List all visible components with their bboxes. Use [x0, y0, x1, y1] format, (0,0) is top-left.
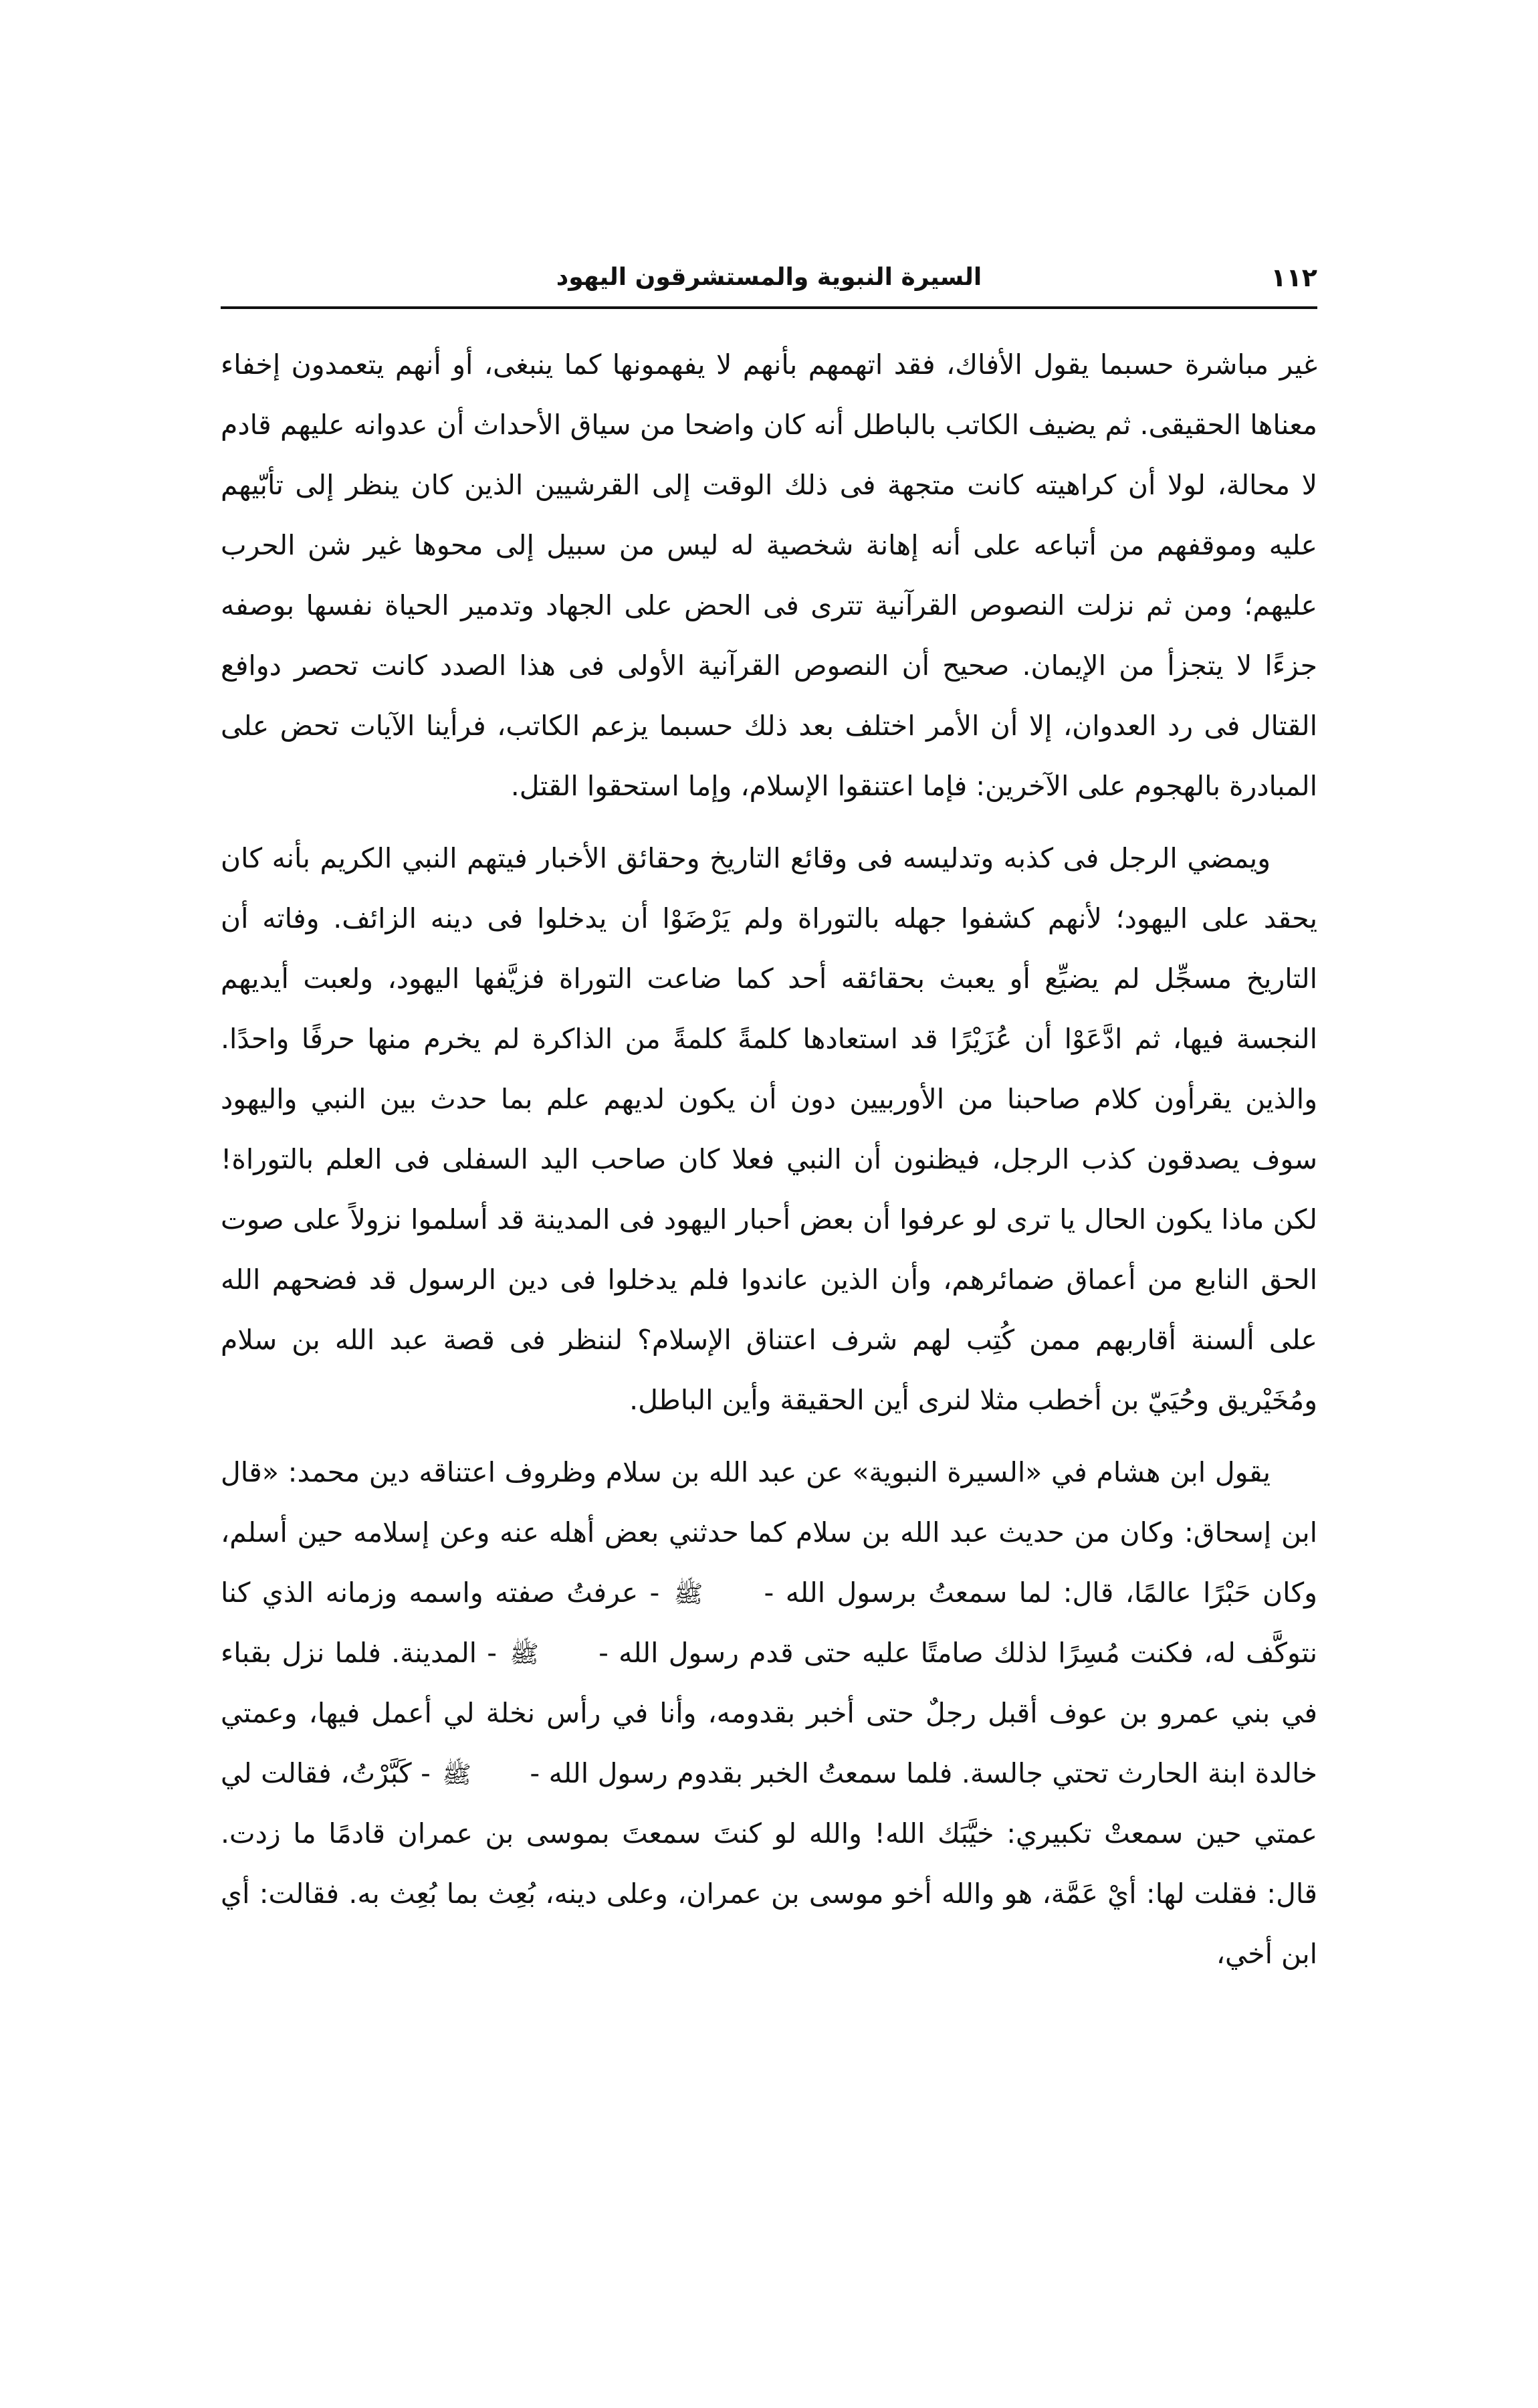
salawat-symbol-1: ﷺ [673, 1581, 703, 1608]
page-number: ١١٢ [1271, 263, 1317, 292]
paragraph-3-part-4: - كَبَّرْتُ، فقالت لي عمتي حين سمعتْ تكبيري: خيَّبَك الله! والله لو كنتَ سمعتَ بموسى بن عمران قادمًا ما زدت. قال: فقلت لها: أيْ عَمَّة، هو والله أخو موسى بن عمران، وعلى دينه، بُعِث بما بُعِث به. فقالت: أي ابن أخي، [221, 1757, 1317, 1970]
paragraph-3-part-1: يقول ابن هشام في «السيرة النبوية» عن عبد الله بن سلام وظروف اعتناقه دين محمد: «قال ابن إسحاق: وكان من حديث عبد الله بن سلام كما حدثني بعض أهله عنه وعن إسلامه حين أسلم، وكان حَبْرًا عالمًا، قال: لما سمعتُ برسول الله - [221, 1456, 1317, 1609]
running-header [221, 254, 1317, 301]
paragraph-3-part-2: - عرفتُ صفته واسمه وزمانه الذي كنا نتوكَّف له، فكنت مُسِرًا لذلك صامتًا عليه حتى قدم رسول الله - [221, 1577, 1317, 1669]
body-text [221, 334, 1317, 1996]
paragraph-3-part-3: - المدينة. فلما نزل بقباء في بني عمرو بن عوف أقبل رجلٌ حتى أخبر بقدومه، وأنا في رأس نخلة لي أعمل فيها، وعمتي خالدة ابنة الحارث تحتي جالسة. فلما سمعتُ الخبر بقدوم رسول الله - [221, 1637, 1317, 1789]
paragraph-1: غير مباشرة حسبما يقول الأفاك، فقد اتهمهم بأنهم لا يفهمونها كما ينبغى، أو أنهم يتعمدون إخفاء معناها الحقيقى. ثم يضيف الكاتب بالباطل أنه كان واضحا من سياق الأحداث أن عدوانه عليهم قادم لا محالة، لولا أن كراهيته كانت متجهة فى ذلك الوقت إلى القرشيين الذين كان ينظر إلى تأبّيهم عليه وموقفهم من أتباعه على أنه إهانة شخصية له ليس من سبيل إلى محوها غير شن الحرب عليهم؛ ومن ثم نزلت النصوص القرآنية تترى فى الحض على الجهاد وتدمير الحياة نفسها بوصفه جزءًا لا يتجزأ من الإيمان. صحيح أن النصوص القرآنية الأولى فى هذا الصدد كانت تحصر دوافع القتال فى رد العدوان، إلا أن الأمر اختلف بعد ذلك حسبما يزعم الكاتب، فرأينا الآيات تحض على المبادرة بالهجوم على الآخرين: فإما اعتنقوا الإسلام، وإما استحقوا القتل. [221, 348, 1317, 802]
salawat-symbol-3: ﷺ [442, 1761, 471, 1789]
salawat-symbol-2: ﷺ [510, 1641, 539, 1668]
header-divider [221, 306, 1317, 309]
paragraph-3 [221, 1442, 1317, 1984]
running-title: السيرة النبوية والمستشرقون اليهود [556, 264, 982, 291]
paragraph-2: ويمضي الرجل فى كذبه وتدليسه فى وقائع التاريخ وحقائق الأخبار فيتهم النبي الكريم بأنه كان يحقد على اليهود؛ لأنهم كشفوا جهله بالتوراة ولم يَرْضَوْا أن يدخلوا فى دينه الزائف. وفاته أن التاريخ مسجِّل لم يضيِّع أو يعبث بحقائقه أحد كما ضاعت التوراة فزيَّفها اليهود، ولعبت أيديهم النجسة فيها، ثم ادَّعَوْا أن عُزَيْرًا قد استعادها كلمةً كلمةً من الذاكرة لم يخرم منها حرفًا واحدًا. والذين يقرأون كلام صاحبنا من الأوربيين دون أن يكون لديهم علم بما حدث بين النبي واليهود سوف يصدقون كذب الرجل، فيظنون أن النبي فعلا كان صاحب اليد السفلى فى العلم بالتوراة! لكن ماذا يكون الحال يا ترى لو عرفوا أن بعض أحبار اليهود فى المدينة قد أسلموا نزولاً على صوت الحق النابع من أعماق ضمائرهم، وأن الذين عاندوا فلم يدخلوا فى دين الرسول قد فضحهم الله على ألسنة أقاربهم ممن كُتِب لهم شرف اعتناق الإسلام؟ لننظر فى قصة عبد الله بن سلام ومُخَيْريق وحُيَيّ بن أخطب مثلا لنرى أين الحقيقة وأين الباطل. [221, 842, 1317, 1416]
